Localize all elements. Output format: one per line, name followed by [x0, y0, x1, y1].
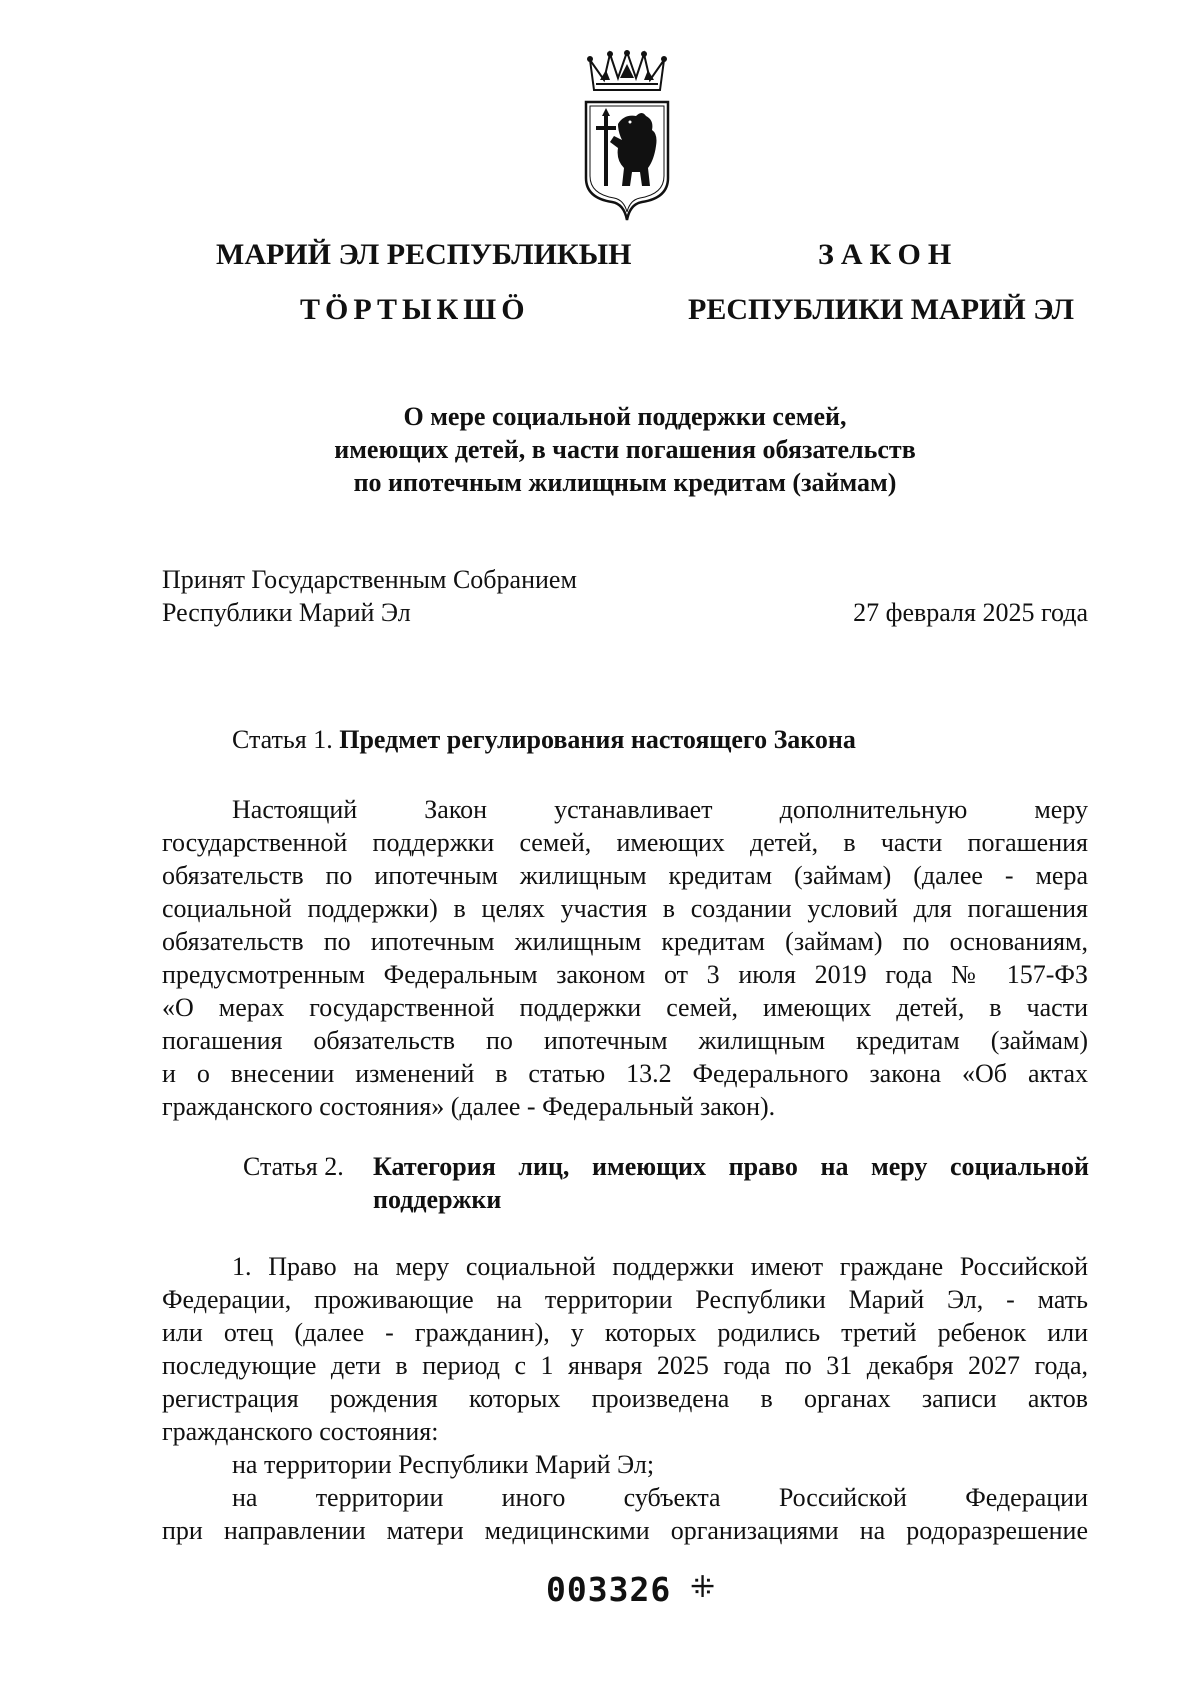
text-line: погашения обязательств по ипотечным жилищным кредитам (займам)	[162, 1026, 1088, 1055]
text-line: или отец (далее - гражданин), у которых родились третий ребенок или	[162, 1318, 1088, 1347]
law-title-line: О мере социальной поддержки семей,	[403, 402, 847, 431]
adoption-line: Принят Государственным Собранием	[162, 565, 577, 594]
text-line: социальной поддержки) в целях участия в создании условий для погашения	[162, 894, 1088, 923]
article1-heading	[232, 725, 856, 755]
text-line: государственной поддержки семей, имеющих детей, в части погашения	[162, 828, 1088, 857]
text-line: на территории Республики Марий Эл;	[232, 1450, 655, 1479]
serial-number: 003326	[546, 1570, 672, 1609]
text-line: предусмотренным Федеральным законом от 3 июля 2019 года № 157-ФЗ	[162, 960, 1088, 989]
text-line: на территории иного субъекта Российской Федерации	[232, 1483, 1088, 1512]
article2-title	[373, 1150, 1089, 1216]
header-left-line1: МАРИЙ ЭЛ РЕСПУБЛИКЫН	[216, 238, 632, 271]
article1-title: Предмет регулирования настоящего Закона	[339, 725, 856, 754]
text-line: «О мерах государственной поддержки семей, имеющих детей, в части	[162, 993, 1088, 1022]
adoption-date: 27 февраля 2025 года	[853, 598, 1088, 627]
adoption-line: Республики Марий Эл	[162, 598, 411, 627]
text-line: обязательств по ипотечным жилищным кредитам (займам) по основаниям,	[162, 927, 1088, 956]
header-left-line2: ТӦРТЫКШӦ	[300, 293, 530, 326]
article1-number: Статья 1.	[232, 725, 333, 754]
article1-paragraph	[162, 793, 1088, 1123]
text-line: 1. Право на меру социальной поддержки имеют граждане Российской	[232, 1252, 1088, 1281]
text-line: и о внесении изменений в статью 13.2 Федерального закона «Об актах	[162, 1059, 1088, 1088]
text-line: Федерации, проживающие на территории Республики Марий Эл, - мать	[162, 1285, 1088, 1314]
text-line: последующие дети в период с 1 января 2025 года по 31 декабря 2027 года,	[162, 1351, 1088, 1380]
header-right-line1: ЗАКОН	[818, 238, 959, 271]
text-line: регистрация рождения которых произведена в органах записи актов	[162, 1384, 1088, 1413]
article2-number: Статья 2.	[243, 1152, 344, 1181]
text-line: Настоящий Закон устанавливает дополнительную меру	[232, 795, 1088, 824]
ornament-mark: ⁜	[690, 1571, 716, 1604]
article2-title-line: поддержки	[373, 1185, 502, 1214]
law-title-line: имеющих детей, в части погашения обязательств	[334, 435, 916, 464]
article2-title-line: Категория лиц, имеющих право на меру социальной	[373, 1152, 1089, 1181]
text-line: при направлении матери медицинскими организациями на родоразрешение	[162, 1516, 1088, 1545]
article2-paragraph	[162, 1250, 1088, 1547]
law-title	[160, 400, 1090, 499]
text-line: гражданского состояния:	[162, 1417, 439, 1446]
text-line: обязательств по ипотечным жилищным кредитам (займам) (далее - мера	[162, 861, 1088, 890]
adoption-block	[162, 563, 577, 629]
coat-of-arms-icon	[580, 50, 674, 228]
law-title-line: по ипотечным жилищным кредитам (займам)	[353, 468, 897, 497]
header-right-line2: РЕСПУБЛИКИ МАРИЙ ЭЛ	[688, 293, 1075, 326]
text-line: гражданского состояния» (далее - Федеральный закон).	[162, 1092, 776, 1121]
